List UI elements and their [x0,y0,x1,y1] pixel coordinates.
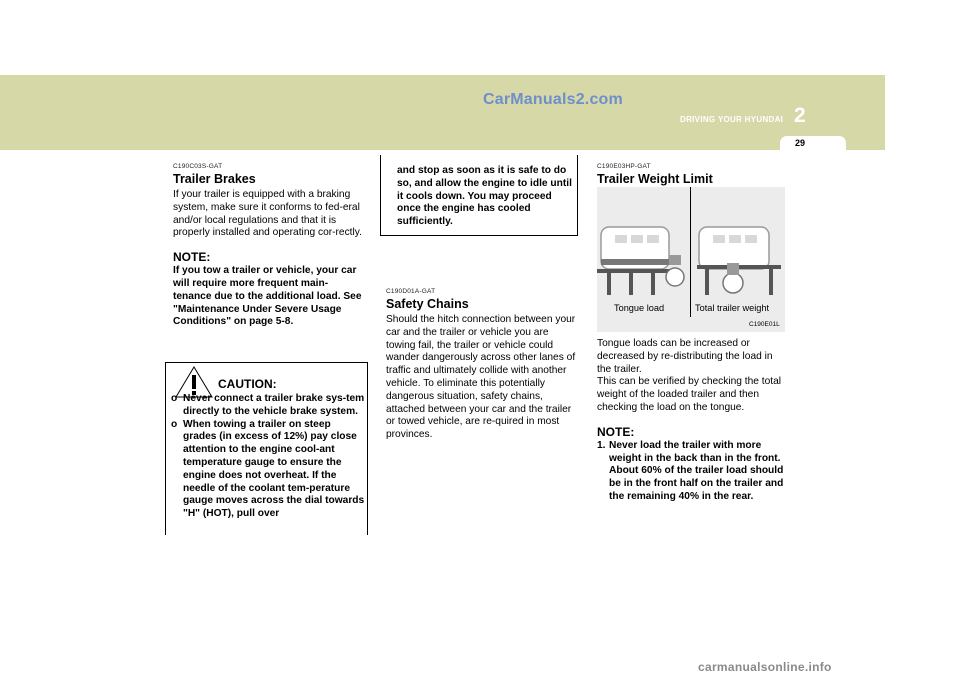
note-list [597,440,785,504]
caution-item-text: Never connect a trailer brake sys-tem directly to the vehicle brake system. [183,393,365,417]
watermark-bottom: carmanualsonline.info [698,660,832,674]
note-text: If you tow a trailer or vehicle, your car will require more frequent main-tenance due to the additional load. See "Maintenance Under Severe Usage Conditions" on page 5-8. [173,265,362,328]
header-band [0,75,885,150]
section-heading: Trailer Weight Limit [597,172,713,186]
page-number: 29 [794,138,805,148]
figure-code: C190E01L [749,321,780,328]
caution-continuation-text: and stop as soon as it is safe to do so, and allow the engine to idle until it cools down. You may proceed once the engine has cooled sufficiently. [397,165,572,228]
trailer-right-icon [697,227,781,295]
watermark-top: CarManuals2.com [483,91,623,108]
section-title: DRIVING YOUR HYUNDAI [680,115,784,124]
note-item-text: Never load the trailer with more weight in the back than in the front. About 60% of the trailer load should be in the front half on the trailer and the remaining 40% in the rear. [609,439,784,502]
bullet: o [171,418,178,430]
note-item-number: 1. [597,439,606,451]
caution-item [171,393,365,419]
section-body: Should the hitch connection between your car and the trailer or vehicle you are towing fail, the trailer or vehicle could wander dangerously across other lanes of traffic and ultimately collide with another vehicle. To eliminate this potentially dangerous situation, safety chains, attached between your car and the trailer or towed vehicle, are re-quired in most provinces. [386,314,576,441]
bullet: o [171,393,178,404]
section-code: C190D01A-GAT [386,288,436,295]
total-trailer-weight-label: Total trailer weight [695,303,770,313]
caution-item [171,419,365,521]
tongue-load-label: Tongue load [614,303,665,313]
body-paragraph-2: This can be verified by checking the total weight of the loaded trailer and then checking the load on the tongue. [597,376,782,413]
section-code: C190E03HP-GAT [597,163,651,170]
section-heading: Trailer Brakes [173,172,256,186]
trailer-weight-heading-block [597,163,785,189]
safety-chains-section [386,288,576,442]
trailer-brakes-section [173,163,365,329]
section-code: C190C03S-GAT [173,163,223,170]
note-label: NOTE: [597,424,635,439]
trailer-left-icon [597,227,684,295]
figure-divider [690,187,691,317]
caution-list [171,393,365,521]
body-paragraph-1: Tongue loads can be increased or decreased by re-distributing the load in the trailer. [597,338,773,375]
note-item [597,440,785,504]
section-body: If your trailer is equipped with a braking system, make sure it conforms to fed-eral and/or local regulations and that it is properly installed and operating cor-rectly. [173,189,362,239]
trailer-weight-body [597,338,785,504]
note-label: NOTE: [173,250,211,265]
section-heading: Safety Chains [386,297,469,311]
chapter-number: 2 [794,104,806,127]
caution-title: CAUTION: [218,377,277,391]
caution-item-text: When towing a trailer on steep grades (in excess of 12%) pay close attention to the engine cool-ant temperature gauge to ensure the engine does not overheat. If the needle of the coolant tem-perature gauge moves across the dial towards "H" (HOT), pull over [183,418,365,520]
